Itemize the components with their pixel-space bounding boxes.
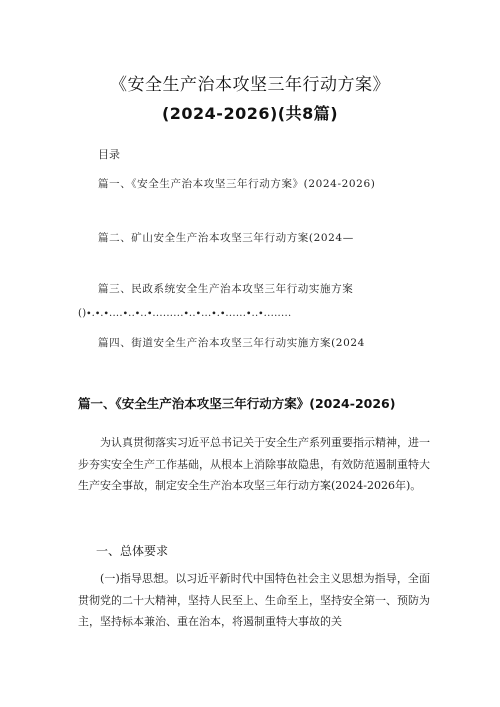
document-subtitle: (2024-2026)(共8篇): [161, 104, 339, 123]
toc-heading: 目录: [98, 148, 120, 161]
section-1-guiding-thought-paragraph: (一)指导思想。以习近平新时代中国特色社会主义思想为指导，全面贯彻党的二十大精神，坚持人民至上、生命至上，坚持安全第一、预防为主，坚持标本兼治、重在治本，将遏制重特大事故的关: [78, 572, 430, 628]
section-1-heading-general-requirements: 一、总体要求: [96, 544, 169, 558]
toc-item-1[interactable]: 篇一、《安全生产治本攻坚三年行动方案》(2024-2026): [98, 178, 376, 190]
toc-item-3[interactable]: 篇三、民政系统安全生产治本攻坚三年行动实施方案: [98, 283, 354, 295]
section-1-intro-paragraph: 为认真贯彻落实习近平总书记关于安全生产系列重要指示精神，进一步夯实安全生产工作基础，从根本上消除事故隐患，有效防范遏制重特大生产安全事故，制定安全生产治本攻坚三年行动方案(2024-2026年)。: [78, 436, 430, 492]
document-title: 《安全生产治本攻坚三年行动方案》: [110, 75, 390, 95]
section-1-title: 篇一、《安全生产治本攻坚三年行动方案》(2024-2026): [78, 396, 396, 411]
toc-item-3-leader: ()∙.∙.∙....∙..∙..∙.........∙..∙...∙.∙......∙..∙........: [78, 308, 292, 319]
toc-item-4[interactable]: 篇四、街道安全生产治本攻坚三年行动实施方案(2024: [98, 337, 365, 349]
toc-item-2[interactable]: 篇二、矿山安全生产治本攻坚三年行动方案(2024—: [98, 232, 354, 244]
